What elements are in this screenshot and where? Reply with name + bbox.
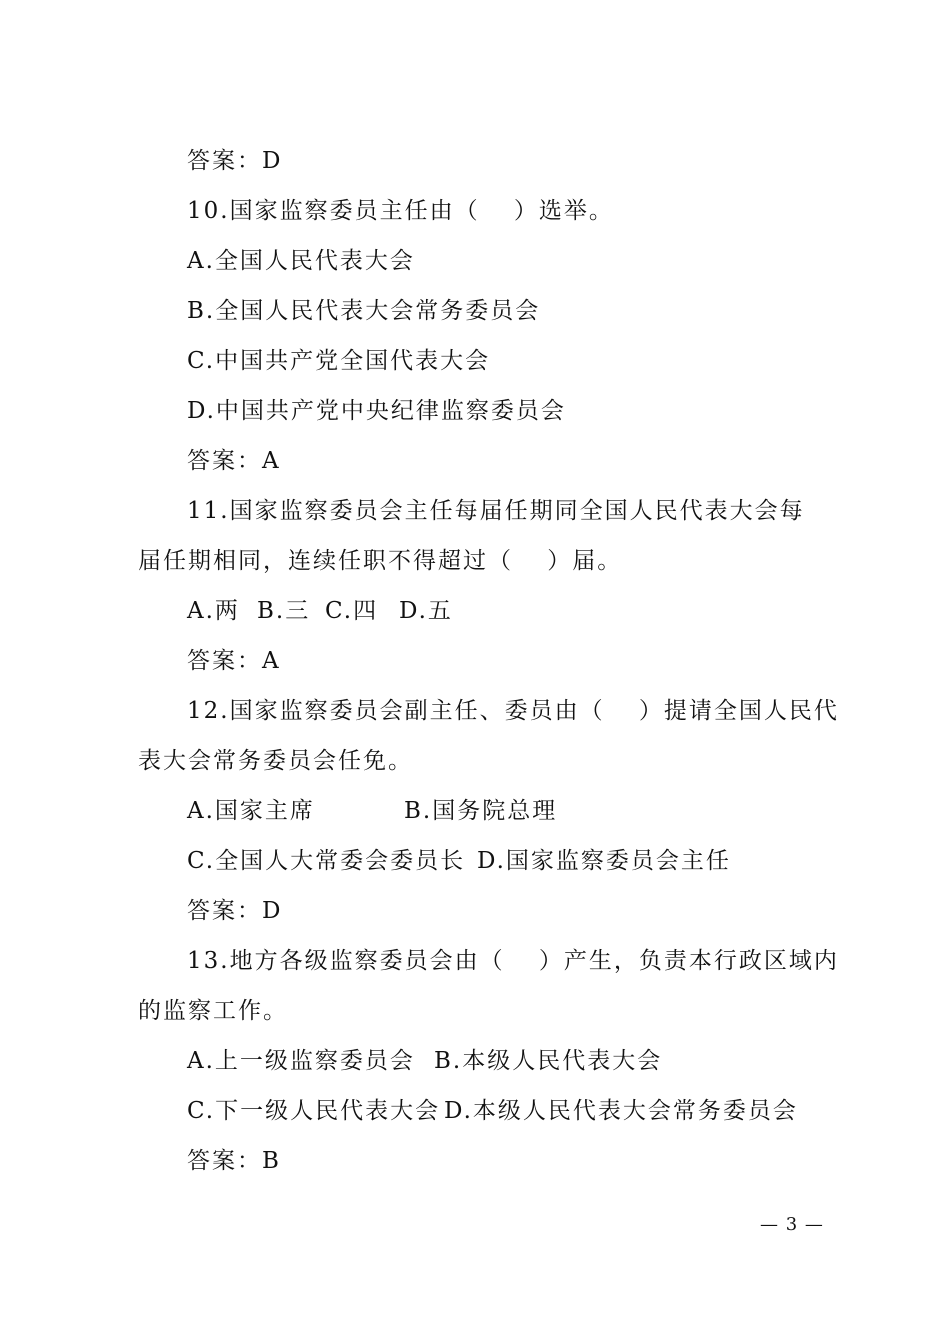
question-12-options-ab [187, 796, 557, 826]
question-12-line-1: 12.国家监察委员会副主任、委员由（ ）提请全国人民代 [187, 698, 839, 724]
page-number: — 3 — [760, 1214, 824, 1235]
answer-11: 答案：A [187, 648, 281, 674]
answer-10: 答案：A [187, 448, 281, 474]
question-12-options-cd [187, 846, 731, 876]
question-10: 10.国家监察委员主任由（ ）选举。 [187, 198, 614, 224]
question-10-option-c: C.中国共产党全国代表大会 [187, 348, 491, 374]
question-11-option-a: A.两 [187, 598, 240, 624]
question-12-option-a: A.国家主席 [187, 798, 315, 824]
question-13-line-1: 13.地方各级监察委员会由（ ）产生，负责本行政区域内 [187, 948, 839, 974]
question-13-option-c: C.下一级人民代表大会 [187, 1098, 441, 1124]
question-11-option-d: D.五 [399, 598, 453, 624]
answer-13: 答案：B [187, 1148, 281, 1174]
answer-12: 答案：D [187, 898, 283, 924]
question-12-option-b: B.国务院总理 [404, 798, 558, 824]
question-10-option-d: D.中国共产党中央纪律监察委员会 [187, 398, 566, 424]
question-11-line-1: 11.国家监察委员会主任每届任期同全国人民代表大会每 [187, 498, 805, 524]
question-11-options [187, 596, 453, 626]
answer-9: 答案：D [187, 148, 283, 174]
question-11-option-b: B.三 [257, 598, 311, 624]
question-13-options-cd [187, 1096, 798, 1126]
question-11-option-c: C.四 [325, 598, 379, 624]
question-12-line-2: 表大会常务委员会任免。 [138, 748, 413, 774]
question-10-option-a: A.全国人民代表大会 [187, 248, 415, 274]
question-12-option-d: D.国家监察委员会主任 [477, 848, 731, 874]
question-13-line-2: 的监察工作。 [138, 998, 288, 1024]
question-12-option-c: C.全国人大常委会委员长 [187, 848, 466, 874]
question-11-line-2: 届任期相同，连续任职不得超过（ ）届。 [138, 548, 623, 574]
question-10-option-b: B.全国人民代表大会常务委员会 [187, 298, 541, 324]
question-13-options-ab [187, 1046, 662, 1076]
question-13-option-a: A.上一级监察委员会 [187, 1048, 415, 1074]
question-13-option-b: B.本级人民代表大会 [434, 1048, 663, 1074]
question-13-option-d: D.本级人民代表大会常务委员会 [444, 1098, 798, 1124]
